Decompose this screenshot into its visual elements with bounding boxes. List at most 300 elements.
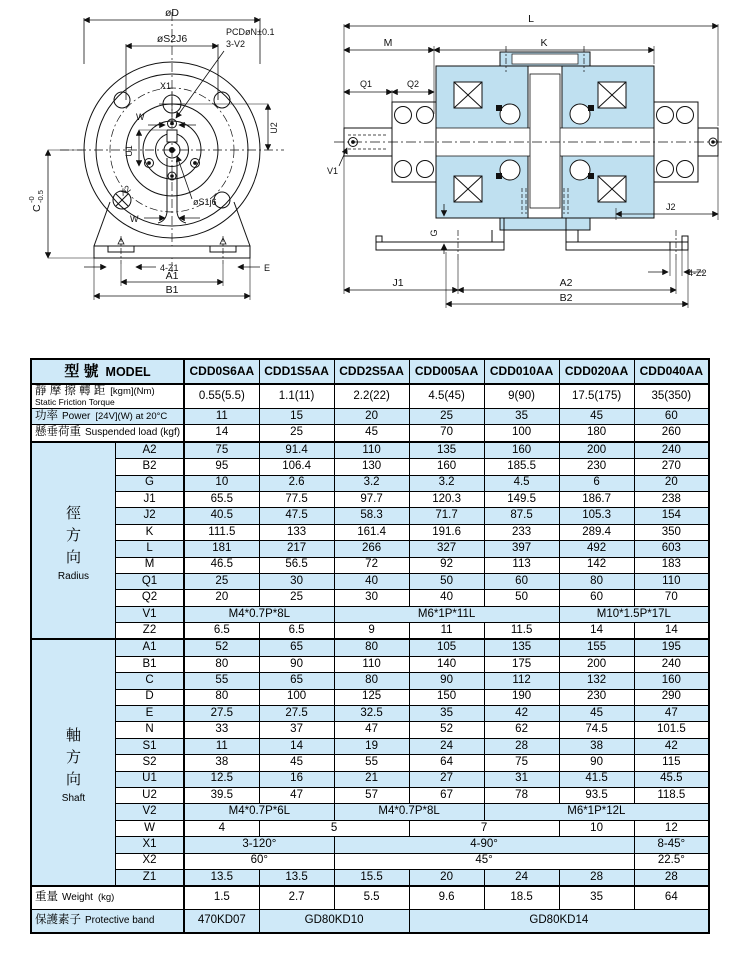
zh-text: 重量	[35, 891, 58, 904]
value-cell: 42	[634, 738, 709, 754]
value-cell: 40.5	[184, 508, 259, 524]
value-cell: 20	[184, 590, 259, 606]
value-cell: GD80KD10	[259, 910, 409, 934]
value-cell: 470KD07	[184, 910, 259, 934]
value-cell: 160	[409, 459, 484, 475]
model-column-header: CDD010AA	[484, 359, 559, 384]
value-cell: 11	[409, 623, 484, 640]
value-cell: 78	[484, 787, 559, 803]
value-cell: 75	[184, 442, 259, 459]
value-cell: 397	[484, 541, 559, 557]
zh-text: 保護素子	[35, 914, 81, 927]
value-cell: 161.4	[334, 524, 409, 540]
model-column-header: CDD040AA	[634, 359, 709, 384]
value-cell: 71.7	[409, 508, 484, 524]
row-label: E	[115, 706, 184, 722]
side-view-geometry	[334, 46, 724, 260]
value-cell: 37	[259, 722, 334, 738]
zh-text: 靜 摩 擦 轉 距	[35, 385, 106, 398]
value-cell: 135	[484, 639, 559, 656]
model-column-header: CDD0S6AA	[184, 359, 259, 384]
value-cell: 113	[484, 557, 559, 573]
value-cell: 32.5	[334, 706, 409, 722]
value-cell: 60°	[184, 853, 334, 869]
row-label	[31, 409, 184, 425]
row-label	[31, 384, 184, 409]
table-row	[31, 639, 709, 656]
table-row	[31, 409, 709, 425]
table-row	[31, 557, 709, 573]
x2-label: X2	[117, 183, 133, 198]
value-cell: 5.5	[334, 886, 409, 910]
table-row	[31, 869, 709, 886]
table-row	[31, 590, 709, 606]
unit-text: (kg)	[97, 892, 115, 904]
value-cell: 55	[184, 673, 259, 689]
value-cell: 14	[634, 623, 709, 640]
value-cell: 186.7	[559, 491, 634, 507]
row-label: N	[115, 722, 184, 738]
row-label: D	[115, 689, 184, 705]
value-cell: 160	[634, 673, 709, 689]
value-cell: 45	[334, 425, 409, 442]
row-label: X2	[115, 853, 184, 869]
value-cell: 13.5	[259, 869, 334, 886]
side-view-diagram	[326, 2, 732, 334]
en-text: Suspended load (kgf)	[85, 427, 181, 439]
value-cell: 30	[334, 590, 409, 606]
value-cell: 45	[559, 409, 634, 425]
value-cell: 115	[634, 755, 709, 771]
value-cell: 25	[259, 425, 334, 442]
value-cell: 74.5	[559, 722, 634, 738]
value-cell: 65	[259, 673, 334, 689]
row-label: B1	[115, 656, 184, 672]
zh-text: 懸垂荷重	[35, 426, 81, 439]
section-char: 徑	[65, 505, 81, 523]
value-cell: 45.5	[634, 771, 709, 787]
value-cell: 217	[259, 541, 334, 557]
value-cell: 55	[334, 755, 409, 771]
row-label	[31, 886, 184, 910]
value-cell: 118.5	[634, 787, 709, 803]
value-cell: 9	[334, 623, 409, 640]
model-column-header: CDD005AA	[409, 359, 484, 384]
value-cell: 14	[559, 623, 634, 640]
value-cell: M10*1.5P*17L	[559, 606, 709, 622]
value-cell: 20	[634, 475, 709, 491]
row-label: K	[115, 524, 184, 540]
value-cell: 15	[259, 409, 334, 425]
table-row	[31, 524, 709, 540]
value-cell: 101.5	[634, 722, 709, 738]
row-label: U2	[115, 787, 184, 803]
value-cell: 190	[484, 689, 559, 705]
value-cell: 240	[634, 656, 709, 672]
table-row	[31, 459, 709, 475]
value-cell: 289.4	[559, 524, 634, 540]
value-cell: 87.5	[484, 508, 559, 524]
section-char: 向	[65, 549, 81, 567]
value-cell: 120.3	[409, 491, 484, 507]
en-text: Power	[62, 410, 91, 422]
dim-b1-label: B1	[165, 284, 179, 296]
table-row	[31, 384, 709, 409]
value-cell: 80	[184, 689, 259, 705]
value-cell: 27.5	[184, 706, 259, 722]
front-view-diagram	[20, 4, 324, 340]
row-label: S2	[115, 755, 184, 771]
value-cell: 90	[559, 755, 634, 771]
value-cell: 57	[334, 787, 409, 803]
4-z2-label: 4-Z2	[688, 268, 707, 278]
unit-text: [kgm](Nm)	[110, 386, 155, 398]
value-cell: 185.5	[484, 459, 559, 475]
model-column-header: CDD1S5AA	[259, 359, 334, 384]
value-cell: 67	[409, 787, 484, 803]
dim-b2-label: B2	[559, 292, 573, 304]
value-cell: 93.5	[559, 787, 634, 803]
c-label: C	[31, 204, 43, 212]
value-cell: M4*0.7P*8L	[334, 804, 484, 820]
row-label: G	[115, 475, 184, 491]
value-cell: 21	[334, 771, 409, 787]
value-cell: 16	[259, 771, 334, 787]
table-row	[31, 853, 709, 869]
value-cell: 0.55(5.5)	[184, 384, 259, 409]
row-label: Q2	[115, 590, 184, 606]
value-cell: 97.7	[334, 491, 409, 507]
os1j6-label: øS1j6	[193, 197, 217, 207]
value-cell: 181	[184, 541, 259, 557]
row-label: B2	[115, 459, 184, 475]
row-label: Q1	[115, 573, 184, 589]
value-cell: 160	[484, 442, 559, 459]
value-cell: 105.3	[559, 508, 634, 524]
value-cell: 60	[634, 409, 709, 425]
value-cell: 39.5	[184, 787, 259, 803]
dim-j1-label: J1	[392, 277, 404, 289]
row-label: C	[115, 673, 184, 689]
value-cell: 80	[184, 656, 259, 672]
row-label: W	[115, 820, 184, 836]
pcd-callout-label: PCDøN±0.1	[226, 27, 275, 37]
value-cell: 12	[634, 820, 709, 836]
v1-label: V1	[327, 166, 339, 176]
value-cell: 62	[484, 722, 559, 738]
dim-oS2J6-label: øS2J6	[156, 33, 188, 45]
value-cell: 1.5	[184, 886, 259, 910]
value-cell: 35	[484, 409, 559, 425]
w-top-label: W	[136, 112, 145, 122]
value-cell: 4.5	[484, 475, 559, 491]
row-label: V1	[115, 606, 184, 622]
value-cell: 25	[259, 590, 334, 606]
u2-label: U2	[269, 122, 279, 134]
value-cell: 110	[334, 656, 409, 672]
value-cell: 100	[484, 425, 559, 442]
table-row	[31, 804, 709, 820]
value-cell: 238	[634, 491, 709, 507]
x1-label: X1	[160, 81, 172, 91]
value-cell: 154	[634, 508, 709, 524]
value-cell: 80	[334, 639, 409, 656]
value-cell: 2.2(22)	[334, 384, 409, 409]
value-cell: 25	[409, 409, 484, 425]
value-cell: 3-120°	[184, 837, 334, 853]
value-cell: 90	[259, 656, 334, 672]
value-cell: 130	[334, 459, 409, 475]
row-label: Z1	[115, 869, 184, 886]
spec-table-container	[30, 358, 710, 934]
value-cell: M6*1P*11L	[334, 606, 559, 622]
value-cell: 40	[334, 573, 409, 589]
value-cell: 3.2	[409, 475, 484, 491]
value-cell: 28	[634, 869, 709, 886]
section-char: 方	[65, 749, 81, 767]
value-cell: 112	[484, 673, 559, 689]
value-cell: 35(350)	[634, 384, 709, 409]
row-label	[31, 425, 184, 442]
table-row	[31, 508, 709, 524]
value-cell: 14	[184, 425, 259, 442]
en-h-text: MODEL	[105, 364, 151, 379]
value-cell: 38	[559, 738, 634, 754]
row-label	[31, 910, 184, 934]
value-cell: 14	[259, 738, 334, 754]
table-row	[31, 606, 709, 622]
value-cell: 77.5	[259, 491, 334, 507]
dim-j2-label: J2	[666, 202, 676, 212]
value-cell: 155	[559, 639, 634, 656]
value-cell: 46.5	[184, 557, 259, 573]
row-label: L	[115, 541, 184, 557]
dim-k-label: K	[540, 37, 548, 49]
value-cell: 11.5	[484, 623, 559, 640]
value-cell: 18.5	[484, 886, 559, 910]
section-label-radius	[31, 442, 115, 640]
row-label: U1	[115, 771, 184, 787]
value-cell: 42	[484, 706, 559, 722]
value-cell: 2.7	[259, 886, 334, 910]
value-cell: 8-45°	[634, 837, 709, 853]
value-cell: 28	[559, 869, 634, 886]
dim-a1-label: A1	[165, 270, 179, 282]
u1-label: U1	[124, 145, 134, 157]
spec-table	[30, 358, 710, 934]
table-row	[31, 771, 709, 787]
table-row	[31, 689, 709, 705]
value-cell: 40	[409, 590, 484, 606]
value-cell: 64	[634, 886, 709, 910]
value-cell: 290	[634, 689, 709, 705]
value-cell: 27.5	[259, 706, 334, 722]
value-cell: 41.5	[559, 771, 634, 787]
value-cell: 150	[409, 689, 484, 705]
table-row	[31, 910, 709, 934]
value-cell: 50	[409, 573, 484, 589]
value-cell: 200	[559, 442, 634, 459]
value-cell: 200	[559, 656, 634, 672]
value-cell: 72	[334, 557, 409, 573]
value-cell: 183	[634, 557, 709, 573]
dim-m-label: M	[383, 37, 393, 49]
value-cell: 110	[334, 442, 409, 459]
value-cell: 52	[184, 639, 259, 656]
value-cell: 492	[559, 541, 634, 557]
value-cell: M4*0.7P*8L	[184, 606, 334, 622]
value-cell: 270	[634, 459, 709, 475]
table-row	[31, 491, 709, 507]
value-cell: 45°	[334, 853, 634, 869]
value-cell: 47	[334, 722, 409, 738]
value-cell: 230	[559, 689, 634, 705]
table-row	[31, 722, 709, 738]
value-cell: M6*1P*12L	[484, 804, 709, 820]
value-cell: 56.5	[259, 557, 334, 573]
table-row	[31, 787, 709, 803]
zh-text: 型 號	[64, 362, 99, 380]
g-label: G	[429, 229, 439, 237]
value-cell: 327	[409, 541, 484, 557]
table-row	[31, 755, 709, 771]
c-dim-label-group	[27, 190, 45, 212]
en-text: Weight	[62, 892, 93, 904]
value-cell: 6	[559, 475, 634, 491]
value-cell: 4.5(45)	[409, 384, 484, 409]
row-label: X1	[115, 837, 184, 853]
table-row	[31, 541, 709, 557]
table-row	[31, 475, 709, 491]
value-cell: 22.5°	[634, 853, 709, 869]
value-cell: 45	[259, 755, 334, 771]
value-cell: 60	[484, 573, 559, 589]
value-cell: 180	[559, 425, 634, 442]
value-cell: 17.5(175)	[559, 384, 634, 409]
value-cell: 65	[259, 639, 334, 656]
row-label: M	[115, 557, 184, 573]
value-cell: 110	[634, 573, 709, 589]
value-cell: 19	[334, 738, 409, 754]
value-cell: 47	[634, 706, 709, 722]
section-label-en: Shaft	[61, 793, 86, 805]
value-cell: 233	[484, 524, 559, 540]
value-cell: 25	[184, 573, 259, 589]
value-cell: 9.6	[409, 886, 484, 910]
value-cell: 125	[334, 689, 409, 705]
row-label: J1	[115, 491, 184, 507]
value-cell: 65.5	[184, 491, 259, 507]
value-cell: 75	[484, 755, 559, 771]
value-cell: 132	[559, 673, 634, 689]
front-view-geometry	[60, 12, 284, 272]
row-label: S1	[115, 738, 184, 754]
c-tol-top-label: -0	[27, 196, 36, 203]
value-cell: 28	[484, 738, 559, 754]
model-column-header: CDD020AA	[559, 359, 634, 384]
value-cell: 58.3	[334, 508, 409, 524]
value-cell: 2.6	[259, 475, 334, 491]
dim-q2-label: Q2	[406, 79, 420, 89]
value-cell: 9(90)	[484, 384, 559, 409]
table-row	[31, 673, 709, 689]
value-cell: 70	[409, 425, 484, 442]
value-cell: 24	[409, 738, 484, 754]
value-cell: 70	[634, 590, 709, 606]
4-z1-label: 4-Z1	[160, 263, 179, 273]
value-cell: 20	[334, 409, 409, 425]
table-row	[31, 706, 709, 722]
value-cell: 20	[409, 869, 484, 886]
3-v2-callout-label: 3-V2	[226, 39, 246, 49]
value-cell: 80	[559, 573, 634, 589]
value-cell: 60	[559, 590, 634, 606]
value-cell: 11	[184, 738, 259, 754]
zh-text: 功率	[35, 409, 58, 422]
value-cell: 7	[409, 820, 559, 836]
table-row	[31, 442, 709, 459]
value-cell: 6.5	[184, 623, 259, 640]
value-cell: 133	[259, 524, 334, 540]
value-cell: 149.5	[484, 491, 559, 507]
value-cell: 105	[409, 639, 484, 656]
value-cell: 90	[409, 673, 484, 689]
value-cell: 191.6	[409, 524, 484, 540]
value-cell: M4*0.7P*6L	[184, 804, 334, 820]
dim-q1-label: Q1	[359, 79, 373, 89]
value-cell: 266	[334, 541, 409, 557]
value-cell: 35	[559, 886, 634, 910]
table-row	[31, 359, 709, 384]
value-cell: 111.5	[184, 524, 259, 540]
c-tol-bottom-label: -0.5	[36, 190, 45, 203]
model-column-header: CDD2S5AA	[334, 359, 409, 384]
value-cell: 33	[184, 722, 259, 738]
value-cell: 100	[259, 689, 334, 705]
value-cell: 6.5	[259, 623, 334, 640]
row-label: V2	[115, 804, 184, 820]
table-row	[31, 656, 709, 672]
value-cell: 92	[409, 557, 484, 573]
value-cell: 13.5	[184, 869, 259, 886]
w-bottom-label: W	[130, 214, 139, 224]
table-row	[31, 886, 709, 910]
model-header-cell	[31, 359, 184, 384]
value-cell: GD80KD14	[409, 910, 709, 934]
unit-text: [24V](W) at 20°C	[95, 410, 168, 422]
value-cell: 603	[634, 541, 709, 557]
value-cell: 5	[259, 820, 409, 836]
value-cell: 1.1(11)	[259, 384, 334, 409]
dim-l-label: L	[528, 13, 534, 25]
value-cell: 45	[559, 706, 634, 722]
value-cell: 230	[559, 459, 634, 475]
value-cell: 4-90°	[334, 837, 634, 853]
section-char: 向	[65, 771, 81, 789]
row-label-line2: Static Friction Torque	[35, 397, 115, 408]
value-cell: 142	[559, 557, 634, 573]
section-label-shaft	[31, 639, 115, 886]
value-cell: 260	[634, 425, 709, 442]
row-label: Z2	[115, 623, 184, 640]
value-cell: 350	[634, 524, 709, 540]
value-cell: 64	[409, 755, 484, 771]
value-cell: 35	[409, 706, 484, 722]
table-row	[31, 573, 709, 589]
value-cell: 38	[184, 755, 259, 771]
value-cell: 195	[634, 639, 709, 656]
en-text: Protective band	[85, 915, 155, 927]
